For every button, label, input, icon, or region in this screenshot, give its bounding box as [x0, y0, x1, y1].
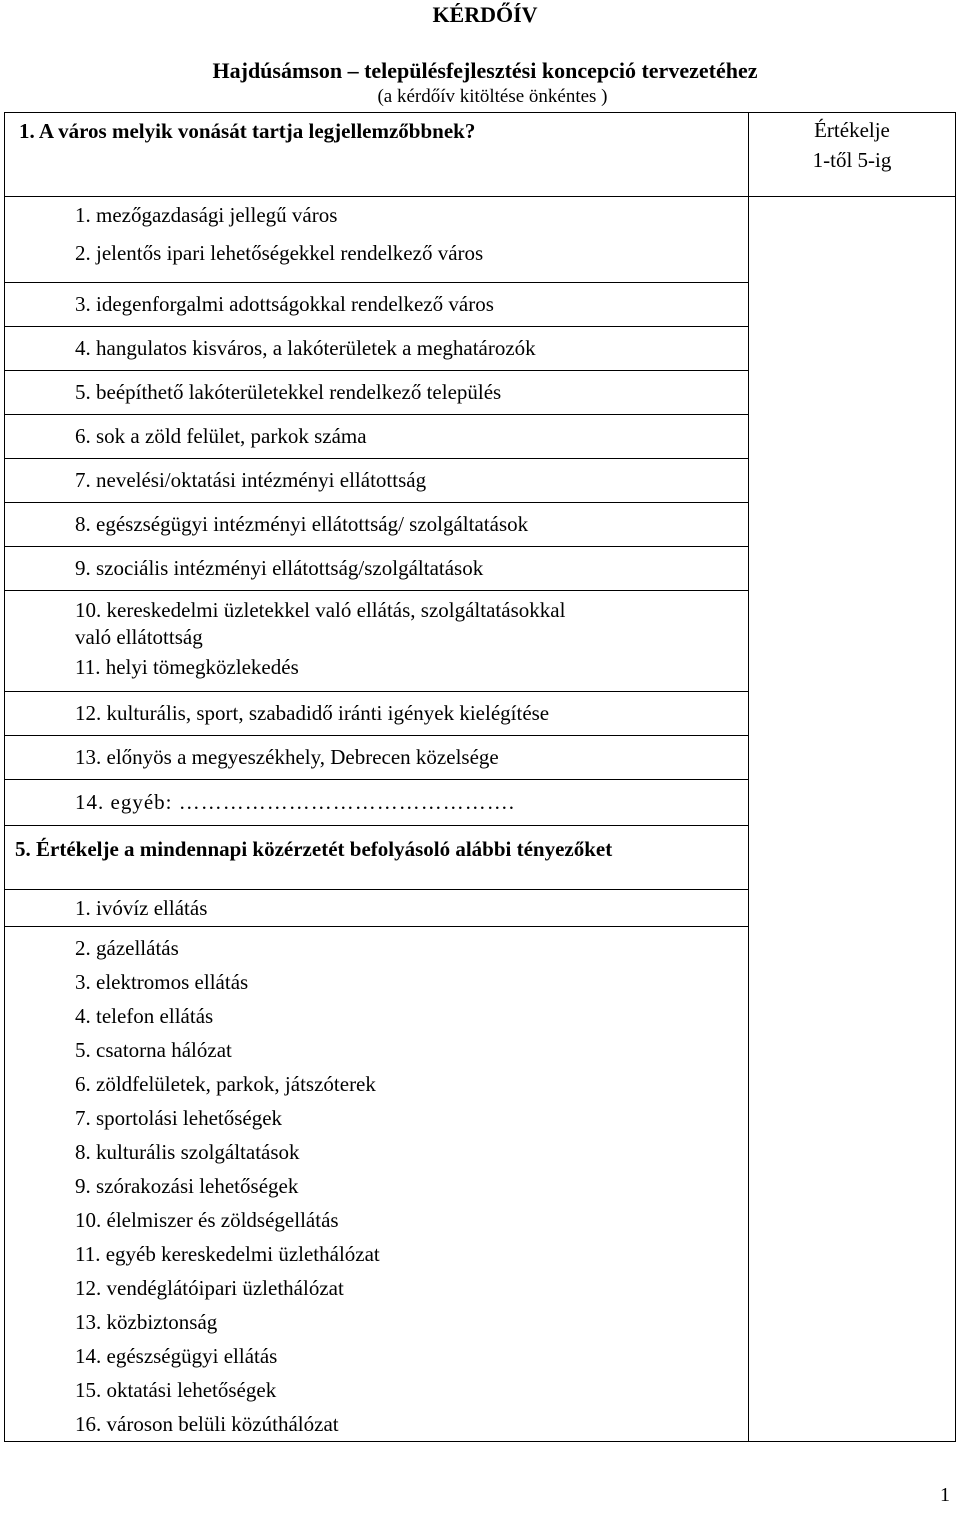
list-item: 12. kulturális, sport, szabadidő iránti igények kielégítése	[75, 701, 550, 725]
list-item: 2. jelentős ipari lehetőségekkel rendelkező város	[75, 241, 484, 265]
list-item: 11. egyéb kereskedelmi üzlethálózat	[75, 1242, 380, 1266]
items-cell	[5, 197, 749, 283]
list-item: 15. oktatási lehetőségek	[75, 1378, 277, 1402]
table-row	[5, 197, 956, 283]
list-item: 2. gázellátás	[75, 936, 179, 960]
list-item: 5. csatorna hálózat	[75, 1038, 232, 1062]
question1-title: 1. A város melyik vonását tartja legjellemzőbbnek?	[19, 119, 476, 143]
list-item: 13. előnyös a megyeszékhely, Debrecen közelsége	[75, 745, 499, 769]
list-item: 13. közbiztonság	[75, 1310, 218, 1334]
list-item: 14. egészségügyi ellátás	[75, 1344, 278, 1368]
voluntary-note: (a kérdőív kitöltése önkéntes )	[377, 86, 608, 107]
rating-label-line2: 1-től 5-ig	[812, 148, 892, 172]
list-item: 10. élelmiszer és zöldségellátás	[75, 1208, 339, 1232]
list-item: 1. ivóvíz ellátás	[75, 896, 208, 920]
list-item: 3. elektromos ellátás	[75, 970, 249, 994]
document-subtitle: Hajdúsámson – településfejlesztési koncepció tervezetéhez	[212, 58, 758, 83]
question1-header-row	[5, 113, 956, 197]
list-item: 4. telefon ellátás	[75, 1004, 214, 1028]
list-item: 7. nevelési/oktatási intézményi ellátottság	[75, 468, 427, 492]
list-item: 8. egészségügyi intézményi ellátottság/ szolgáltatások	[75, 512, 529, 536]
question5-title: 5. Értékelje a mindennapi közérzetét befolyásoló alábbi tényezőket	[15, 837, 613, 861]
list-item: 6. sok a zöld felület, parkok száma	[75, 424, 367, 448]
list-item: 6. zöldfelületek, parkok, játszóterek	[75, 1072, 376, 1096]
list-item: 5. beépíthető lakóterületekkel rendelkező település	[75, 380, 502, 404]
rating-answer-column[interactable]	[749, 197, 956, 1442]
question1-title-cell	[5, 113, 749, 197]
questionnaire-table	[4, 112, 956, 1442]
list-item: 1. mezőgazdasági jellegű város	[75, 203, 338, 227]
other-option-item: 14. egyéb: ……………………………………….	[75, 790, 515, 814]
list-item: 10. kereskedelmi üzletekkel való ellátás, szolgáltatásokkal való ellátottság	[75, 598, 566, 649]
rating-label-line1: Értékelje	[814, 118, 890, 142]
list-item: 11. helyi tömegközlekedés	[75, 655, 299, 679]
list-item: 16. városon belüli közúthálózat	[75, 1412, 339, 1436]
question1-rating-header	[749, 113, 956, 197]
document-title: KÉRDŐÍV	[432, 2, 538, 27]
rating-label	[749, 113, 955, 175]
factor-list	[5, 927, 748, 1441]
list-item: 7. sportolási lehetőségek	[75, 1106, 283, 1130]
list-item: 9. szórakozási lehetőségek	[75, 1174, 299, 1198]
list-item: 9. szociális intézményi ellátottság/szolgáltatások	[75, 556, 484, 580]
list-item: 3. idegenforgalmi adottságokkal rendelkező város	[75, 292, 494, 316]
list-item: 4. hangulatos kisváros, a lakóterületek a meghatározók	[75, 336, 536, 360]
list-item: 12. vendéglátóipari üzlethálózat	[75, 1276, 344, 1300]
list-item: 8. kulturális szolgáltatások	[75, 1140, 300, 1164]
page-number: 1	[940, 1484, 950, 1506]
